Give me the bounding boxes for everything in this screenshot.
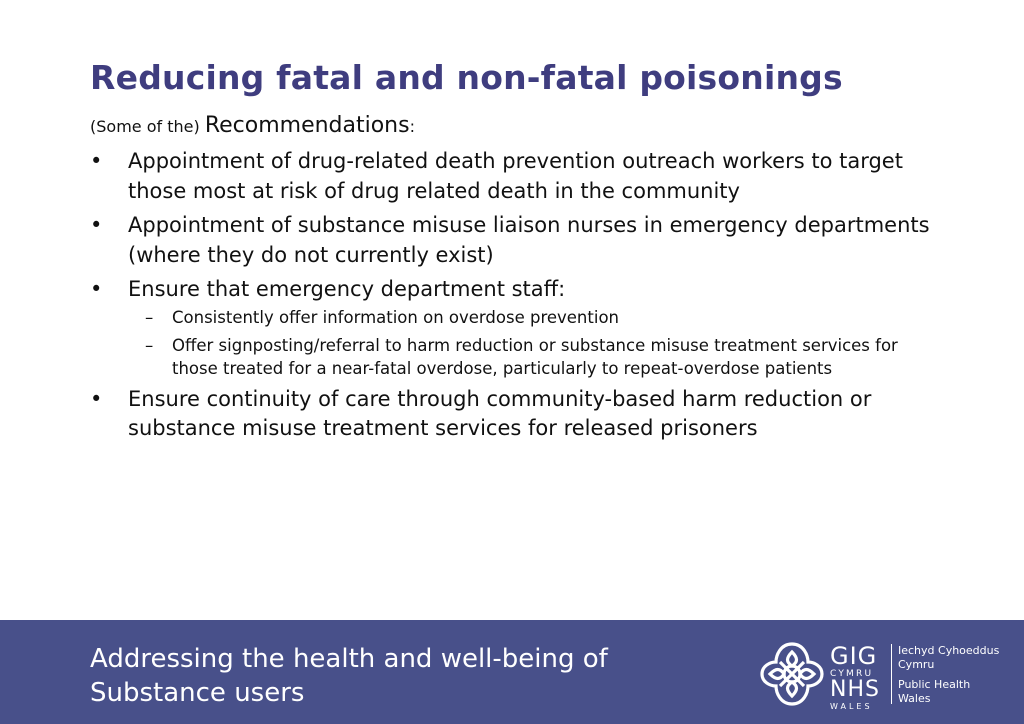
recommendation-list — [90, 147, 930, 444]
recommendation-item — [90, 275, 930, 305]
recommendation-item — [90, 211, 930, 270]
recommendation-item — [90, 147, 930, 206]
dash-marker: – — [145, 335, 154, 355]
logo-welsh-name — [898, 644, 1008, 672]
recommendation-item — [90, 385, 930, 444]
recommendation-text: Appointment of substance misuse liaison nurses in emergency departments (where they do not currently exist) — [128, 213, 930, 267]
subhead-colon: : — [409, 117, 415, 136]
sub-recommendation-text: Consistently offer information on overdose prevention — [172, 307, 619, 327]
subhead-prefix: (Some of the) — [90, 117, 200, 136]
logo-nhs-text: NHS — [830, 677, 880, 702]
slide-title: Reducing fatal and non-fatal poisonings — [90, 58, 843, 97]
welsh-name-line-1: Iechyd Cyhoeddus — [898, 644, 1000, 657]
sub-recommendation-list — [90, 306, 930, 380]
english-name-line-2: Wales — [898, 692, 931, 705]
recommendations-heading — [90, 112, 990, 141]
dash-marker: – — [145, 307, 154, 327]
logo-divider — [891, 644, 892, 704]
logo-wales-text: WALES — [830, 702, 873, 711]
bullet-marker: • — [90, 277, 103, 301]
public-health-wales-logo — [758, 636, 1008, 710]
subhead-main: Recommendations — [204, 113, 410, 138]
footer-tagline — [90, 642, 730, 710]
sub-recommendation-item — [145, 334, 930, 380]
sub-recommendation-item — [145, 306, 930, 329]
tagline-line-1: Addressing the health and well-being of — [90, 644, 608, 674]
footer-band — [0, 620, 1024, 724]
recommendation-text: Appointment of drug-related death prevention outreach workers to target those most at risk of drug related death in the community — [128, 149, 903, 203]
bullet-marker: • — [90, 386, 103, 411]
english-name-line-1: Public Health — [898, 678, 971, 691]
recommendation-text: Ensure that emergency department staff: — [128, 277, 566, 301]
bullet-marker: • — [90, 213, 103, 237]
tagline-line-2: Substance users — [90, 678, 305, 708]
recommendation-text: Ensure continuity of care through community-based harm reduction or substance misuse treatment services for released prisoners — [128, 386, 872, 440]
sub-recommendation-text: Offer signposting/referral to harm reduction or substance misuse treatment services for those treated for a near-fatal overdose, particularly to repeat-overdose patients — [172, 335, 898, 378]
welsh-name-line-2: Cymru — [898, 658, 935, 671]
logo-cymru-text: CYMRU — [830, 669, 874, 679]
celtic-knot-icon — [758, 640, 826, 708]
logo-gig-text: GIG — [830, 642, 878, 670]
bullet-marker: • — [90, 149, 103, 173]
logo-english-name — [898, 678, 1008, 706]
